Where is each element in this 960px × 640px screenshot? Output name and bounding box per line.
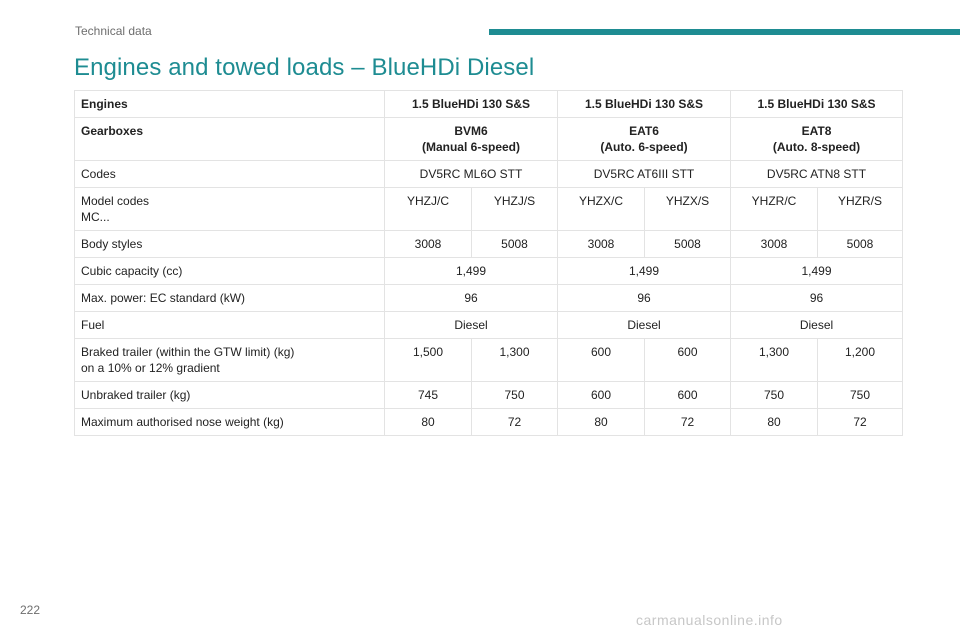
engine-cell-1: 1.5 BlueHDi 130 S&S [385,91,558,118]
braked-cell-1: 1,500 [385,339,472,382]
row-label-engines: Engines [75,91,385,118]
row-label-body-styles: Body styles [75,231,385,258]
unbraked-cell-3: 600 [558,382,645,409]
table-row-fuel [75,312,903,339]
unbraked-cell-5: 750 [731,382,818,409]
gearbox-cell-3 [731,118,903,161]
engine-cell-2: 1.5 BlueHDi 130 S&S [558,91,731,118]
unbraked-cell-4: 600 [645,382,731,409]
page-number: 222 [20,603,41,617]
capacity-cell-1: 1,499 [385,258,558,285]
nose-weight-cell-4: 72 [645,409,731,436]
braked-cell-5: 1,300 [731,339,818,382]
fuel-cell-1: Diesel [385,312,558,339]
table-row-max-power [75,285,903,312]
body-style-cell-2: 5008 [472,231,558,258]
nose-weight-cell-2: 72 [472,409,558,436]
row-label-model-codes [75,188,385,231]
unbraked-cell-6: 750 [818,382,903,409]
table-row-gearboxes [75,118,903,161]
row-label-gearboxes: Gearboxes [75,118,385,161]
section-label: Technical data [75,24,152,38]
gearbox-code: EAT8 [801,124,832,138]
nose-weight-cell-1: 80 [385,409,472,436]
table-row-engines [75,91,903,118]
gearbox-desc: (Auto. 8-speed) [772,140,861,154]
nose-weight-cell-5: 80 [731,409,818,436]
nose-weight-cell-6: 72 [818,409,903,436]
braked-cell-4: 600 [645,339,731,382]
model-code-cell-5: YHZR/C [731,188,818,231]
row-label-line: Braked trailer (within the GTW limit) (kg) [81,345,295,359]
model-code-cell-6: YHZR/S [818,188,903,231]
page-title: Engines and towed loads – BlueHDi Diesel [74,54,535,81]
body-style-cell-1: 3008 [385,231,472,258]
braked-cell-3: 600 [558,339,645,382]
gearbox-cell-1 [385,118,558,161]
model-code-cell-3: YHZX/C [558,188,645,231]
row-label-line: on a 10% or 12% gradient [81,361,220,375]
gearbox-cell-2 [558,118,731,161]
fuel-cell-2: Diesel [558,312,731,339]
engine-cell-3: 1.5 BlueHDi 130 S&S [731,91,903,118]
table-row-nose-weight [75,409,903,436]
model-code-cell-2: YHZJ/S [472,188,558,231]
watermark: carmanualsonline.info [636,612,783,628]
power-cell-3: 96 [731,285,903,312]
model-code-cell-1: YHZJ/C [385,188,472,231]
braked-cell-6: 1,200 [818,339,903,382]
row-label-fuel: Fuel [75,312,385,339]
gearbox-code: EAT6 [629,124,659,138]
table-row-cubic-capacity [75,258,903,285]
unbraked-cell-1: 745 [385,382,472,409]
header-accent-bar [489,29,960,35]
body-style-cell-6: 5008 [818,231,903,258]
row-label-nose-weight: Maximum authorised nose weight (kg) [75,409,385,436]
table-row-codes [75,161,903,188]
row-label-braked-trailer [75,339,385,382]
code-cell-2: DV5RC AT6III STT [558,161,731,188]
unbraked-cell-2: 750 [472,382,558,409]
body-style-cell-3: 3008 [558,231,645,258]
table-row-model-codes [75,188,903,231]
row-label-cubic-capacity: Cubic capacity (cc) [75,258,385,285]
gearbox-code: BVM6 [454,124,488,138]
model-code-cell-4: YHZX/S [645,188,731,231]
body-style-cell-5: 3008 [731,231,818,258]
code-cell-3: DV5RC ATN8 STT [731,161,903,188]
row-label-max-power: Max. power: EC standard (kW) [75,285,385,312]
code-cell-1: DV5RC ML6O STT [385,161,558,188]
capacity-cell-3: 1,499 [731,258,903,285]
row-label-codes: Codes [75,161,385,188]
table-row-braked-trailer [75,339,903,382]
row-label-line: MC... [81,210,110,224]
power-cell-2: 96 [558,285,731,312]
engine-spec-table [74,90,903,436]
gearbox-desc: (Manual 6-speed) [421,140,520,154]
row-label-line: Model codes [81,194,150,208]
fuel-cell-3: Diesel [731,312,903,339]
capacity-cell-2: 1,499 [558,258,731,285]
gearbox-desc: (Auto. 6-speed) [600,140,688,154]
body-style-cell-4: 5008 [645,231,731,258]
table-row-body-styles [75,231,903,258]
nose-weight-cell-3: 80 [558,409,645,436]
table-row-unbraked-trailer [75,382,903,409]
braked-cell-2: 1,300 [472,339,558,382]
power-cell-1: 96 [385,285,558,312]
row-label-unbraked-trailer: Unbraked trailer (kg) [75,382,385,409]
